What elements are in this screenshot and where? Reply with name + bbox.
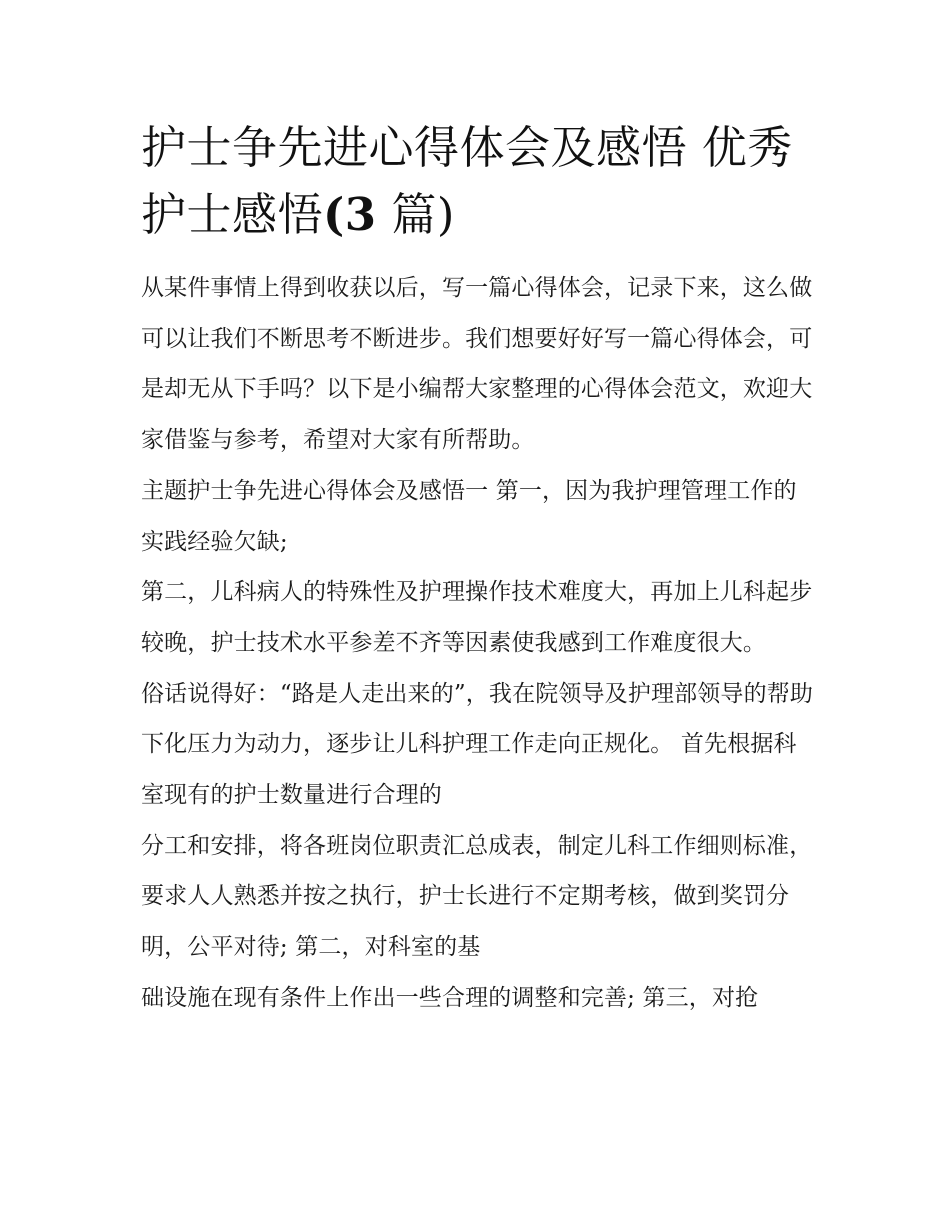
paragraph-intro: 从某件事情上得到收获以后，写一篇心得体会，记录下来，这么做可以让我们不断思考不断进步。我们想要好好写一篇心得体会，可是却无从下手吗？以下是小编帮大家整理的心得体会范文，欢迎大家借鉴与参考，希望对大家有所帮助。 [141,275,813,454]
title-suffix: 篇) [376,188,455,241]
paragraph-second: 第二，儿科病人的特殊性及护理操作技术难度大，再加上儿科起步较晚，护士技术水平参差不齐等因素使我感到工作难度很大。 [141,579,813,656]
document-body [141,263,816,1024]
title-text: 护士争先进心得体会及感悟 优秀护士感悟 [141,121,793,241]
paragraph-facilities: 础设施在现有条件上作出一些合理的调整和完善; 第三，对抢 [141,984,759,1011]
paragraph-saying: 俗话说得好：“路是人走出来的”，我在院领导及护理部领导的帮助下化压力为动力，逐步让儿科护理工作走向正规化。 首先根据科室现有的护士数量进行合理的 [141,680,814,809]
document-title [141,114,816,248]
title-count: (3 [323,188,377,241]
document-content [141,114,816,1024]
paragraph-theme: 主题护士争先进心得体会及感悟一 第一，因为我护理管理工作的实践经验欠缺; [141,477,797,555]
paragraph-division: 分工和安排，将各班岗位职责汇总成表，制定儿科工作细则标准，要求人人熟悉并按之执行，护士长进行不定期考核，做到奖罚分明，公平对待; 第二，对科室的基 [141,832,813,961]
